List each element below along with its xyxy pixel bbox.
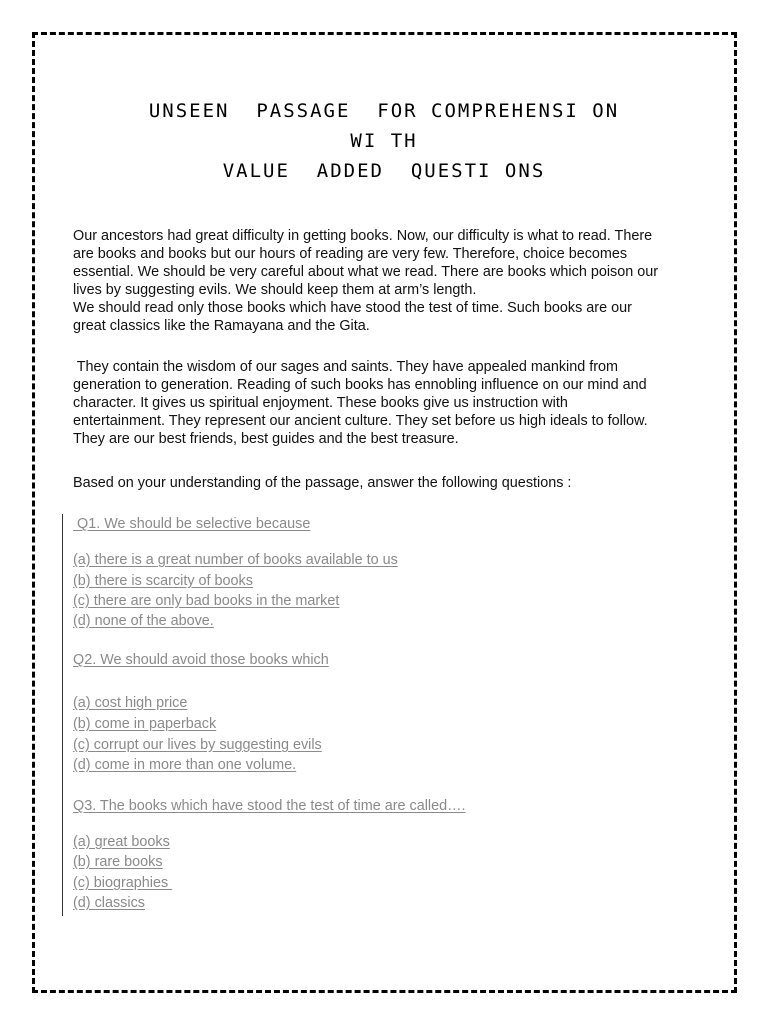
passage-line: are books and books but our hours of reading are very few. Therefore, choice becomes — [73, 246, 628, 262]
question-1[interactable]: Q1. We should be selective because — [73, 516, 311, 532]
q2-option-a[interactable]: (a) cost high price — [73, 695, 188, 711]
title-line-1: UNSEEN PASSAGE FOR COMPREHENSI ON — [148, 100, 620, 122]
q2-option-b[interactable]: (b) come in paperback — [73, 716, 217, 732]
q1-option-b[interactable]: (b) there is scarcity of books — [73, 573, 253, 589]
q1-option-c[interactable]: (c) there are only bad books in the market — [73, 593, 340, 609]
question-2[interactable]: Q2. We should avoid those books which — [73, 652, 329, 668]
q2-option-d[interactable]: (d) come in more than one volume. — [73, 757, 297, 773]
title-line-2: WI TH — [350, 130, 418, 152]
passage-paragraph-1 — [73, 227, 703, 335]
q1-option-d[interactable]: (d) none of the above. — [73, 613, 214, 629]
q3-option-a[interactable]: (a) great books — [73, 834, 170, 850]
passage-line: We should read only those books which have stood the test of time. Such books are our — [73, 300, 632, 316]
page-title — [0, 96, 768, 186]
passage-line: essential. We should be very careful about what we read. There are books which poison our — [73, 264, 659, 280]
q3-option-c[interactable]: (c) biographies — [73, 875, 173, 891]
questions-margin-rule — [62, 514, 63, 916]
passage-line: They are our best friends, best guides and the best treasure. — [73, 431, 459, 447]
passage-line: Our ancestors had great difficulty in getting books. Now, our difficulty is what to read. There — [73, 228, 653, 244]
passage-paragraph-2 — [73, 358, 703, 448]
passage-line: They contain the wisdom of our sages and saints. They have appealed mankind from — [73, 359, 619, 375]
title-line-3: VALUE ADDED QUESTI ONS — [222, 160, 546, 182]
question-3[interactable]: Q3. The books which have stood the test of time are called…. — [73, 798, 466, 814]
passage-line: generation to generation. Reading of such books has ennobling influence on our mind and — [73, 377, 647, 393]
passage-line: lives by suggesting evils. We should keep them at arm’s length. — [73, 282, 477, 298]
q2-option-c[interactable]: (c) corrupt our lives by suggesting evils — [73, 737, 322, 753]
passage-line: character. It gives us spiritual enjoyment. These books give us instruction with — [73, 395, 568, 411]
passage-line: great classics like the Ramayana and the Gita. — [73, 318, 370, 334]
instruction-text: Based on your understanding of the passage, answer the following questions : — [73, 475, 572, 491]
passage-line: entertainment. They represent our ancient culture. They set before us high ideals to follow. — [73, 413, 648, 429]
q3-option-b[interactable]: (b) rare books — [73, 854, 163, 870]
q1-option-a[interactable]: (a) there is a great number of books available to us — [73, 552, 398, 568]
q3-option-d[interactable]: (d) classics — [73, 895, 145, 911]
